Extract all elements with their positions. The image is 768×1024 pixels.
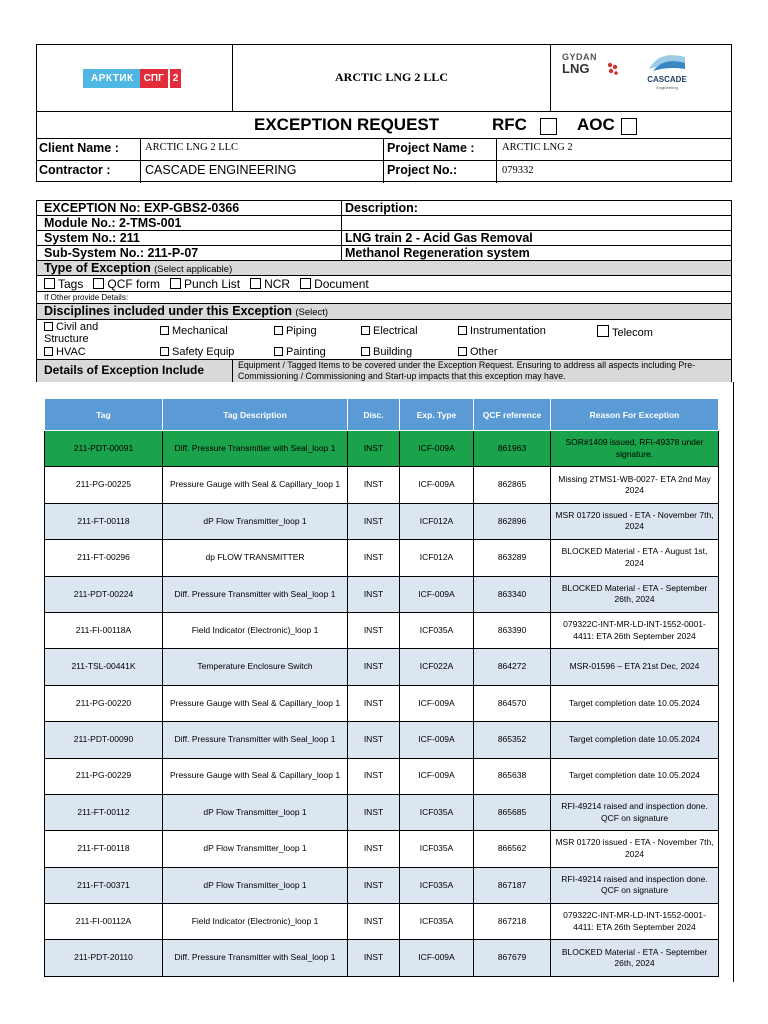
cell-tag: 211-PDT-00224	[45, 576, 163, 612]
table-row	[45, 831, 719, 867]
project-no-value: 079332	[502, 165, 534, 176]
discipline-mechanical[interactable]: Mechanical	[160, 325, 228, 337]
table-row	[45, 467, 719, 503]
cell-qcf-reference: 867679	[474, 940, 551, 976]
cascade-logo: CASCADE Engineering	[637, 51, 697, 97]
cell-disc: INST	[348, 758, 400, 794]
cell-qcf-reference: 863340	[474, 576, 551, 612]
cell-exp-type: ICF035A	[400, 612, 474, 648]
cell-disc: INST	[348, 503, 400, 539]
subsystem-number: Sub-System No.: 211-P-07	[44, 246, 199, 260]
cell-disc: INST	[348, 722, 400, 758]
type-option-document[interactable]: Document	[300, 277, 369, 291]
cell-tag: 211-FI-00112A	[45, 904, 163, 940]
exception-number: EXCEPTION No: EXP-GBS2-0366	[44, 201, 240, 215]
cell-reason: BLOCKED Material - ETA - September 26th, 2024	[551, 940, 719, 976]
table-row	[45, 758, 719, 794]
safety-equip-checkbox[interactable]	[160, 347, 169, 356]
col-header-tag-description: Tag Description	[163, 399, 348, 431]
description-line-2: Methanol Regeneration system	[345, 246, 530, 260]
cell-qcf-reference: 862896	[474, 503, 551, 539]
cell-disc: INST	[348, 867, 400, 903]
cell-disc: INST	[348, 794, 400, 830]
type-option-qcf-form[interactable]: QCF form	[93, 277, 160, 291]
cell-tag: 211-PDT-00091	[45, 431, 163, 467]
aoc-label: AOC	[577, 115, 615, 134]
cell-disc: INST	[348, 831, 400, 867]
aoc-checkbox[interactable]	[621, 118, 637, 135]
document-title: EXCEPTION REQUEST	[254, 115, 440, 134]
type-option-punch-list[interactable]: Punch List	[170, 277, 240, 291]
painting-checkbox[interactable]	[274, 347, 283, 356]
cell-reason: SOR#1409 issued, RFI-49378 under signature.	[551, 431, 719, 467]
discipline-safety-equip[interactable]: Safety Equip	[160, 346, 234, 358]
company-name: ARCTIC LNG 2 LLC	[334, 70, 448, 84]
cell-disc: INST	[348, 685, 400, 721]
cell-tag-description: Diff. Pressure Transmitter with Seal_loop 1	[163, 722, 348, 758]
cell-reason: MSR-01596 – ETA 21st Dec, 2024	[551, 649, 719, 685]
cell-tag-description: dP Flow Transmitter_loop 1	[163, 503, 348, 539]
table-row	[45, 722, 719, 758]
table-row	[45, 576, 719, 612]
cell-exp-type: ICF035A	[400, 831, 474, 867]
type-option-tags[interactable]: Tags	[44, 277, 83, 291]
cell-tag-description: Diff. Pressure Transmitter with Seal_loop 1	[163, 431, 348, 467]
cell-tag: 211-FT-00118	[45, 831, 163, 867]
document-header	[36, 44, 732, 182]
col-header-qcf-reference: QCF reference	[474, 399, 551, 431]
cell-reason: Target completion date 10.05.2024	[551, 685, 719, 721]
table-row	[45, 685, 719, 721]
tag-table	[44, 398, 719, 977]
cell-disc: INST	[348, 540, 400, 576]
cell-tag-description: Diff. Pressure Transmitter with Seal_loop 1	[163, 940, 348, 976]
table-row	[45, 540, 719, 576]
cell-disc: INST	[348, 904, 400, 940]
discipline-building[interactable]: Building	[361, 346, 412, 358]
cell-exp-type: ICF012A	[400, 540, 474, 576]
table-row	[45, 503, 719, 539]
cell-reason: 079322C-INT-MR-LD-INT-1552-0001-4411: ETA 26th September 2024	[551, 612, 719, 648]
cell-tag: 211-PG-00225	[45, 467, 163, 503]
cell-exp-type: ICF-009A	[400, 467, 474, 503]
cell-exp-type: ICF012A	[400, 503, 474, 539]
module-number: Module No.: 2-TMS-001	[44, 216, 182, 230]
cell-tag: 211-FT-00371	[45, 867, 163, 903]
cell-tag-description: Field Indicator (Electronic)_loop 1	[163, 904, 348, 940]
description-line-1: LNG train 2 - Acid Gas Removal	[345, 231, 533, 245]
exception-details	[36, 200, 732, 382]
cell-tag-description: Temperature Enclosure Switch	[163, 649, 348, 685]
civil-checkbox[interactable]	[44, 322, 53, 331]
cell-qcf-reference: 865685	[474, 794, 551, 830]
cell-exp-type: ICF-009A	[400, 685, 474, 721]
details-of-exception-text: Equipment / Tagged Items to be covered under the Exception Request. Ensuring to address all aspects including Pre-Commissioning / Commissioning and Start-up impacts that this exception may have.	[238, 360, 696, 381]
cell-tag-description: dp FLOW TRANSMITTER	[163, 540, 348, 576]
gydan-lng-logo: GYDAN LNG	[562, 53, 628, 79]
electrical-checkbox[interactable]	[361, 326, 370, 335]
table-header-row	[45, 399, 719, 431]
piping-checkbox[interactable]	[274, 326, 283, 335]
other-checkbox[interactable]	[458, 347, 467, 356]
client-name-value: ARCTIC LNG 2 LLC	[145, 142, 239, 153]
rfc-checkbox[interactable]	[540, 118, 557, 135]
contractor-value: CASCADE ENGINEERING	[145, 163, 297, 177]
cell-tag-description: Pressure Gauge with Seal & Capillary_loop 1	[163, 758, 348, 794]
cell-exp-type: ICF-009A	[400, 758, 474, 794]
cell-reason: BLOCKED Material - ETA - August 1st, 2024	[551, 540, 719, 576]
cell-qcf-reference: 865352	[474, 722, 551, 758]
discipline-hvac[interactable]: HVAC	[44, 346, 86, 358]
cell-exp-type: ICF-009A	[400, 576, 474, 612]
cell-disc: INST	[348, 467, 400, 503]
cell-disc: INST	[348, 649, 400, 685]
cell-qcf-reference: 867187	[474, 867, 551, 903]
other-details-label: If Other provide Details:	[44, 293, 129, 302]
cell-tag-description: Pressure Gauge with Seal & Capillary_loop 1	[163, 467, 348, 503]
cell-tag-description: Diff. Pressure Transmitter with Seal_loop 1	[163, 576, 348, 612]
discipline-other[interactable]: Other	[458, 346, 498, 358]
project-name-label: Project Name :	[387, 141, 475, 155]
cell-exp-type: ICF-009A	[400, 722, 474, 758]
table-row	[45, 612, 719, 648]
page-border	[733, 382, 734, 982]
punch-list-checkbox[interactable]	[170, 278, 181, 289]
client-name-label: Client Name :	[39, 141, 119, 155]
cell-reason: Missing 2TMS1-WB-0027- ETA 2nd May 2024	[551, 467, 719, 503]
cell-tag-description: Pressure Gauge with Seal & Capillary_loop 1	[163, 685, 348, 721]
cell-tag: 211-FI-00118A	[45, 612, 163, 648]
project-name-value: ARCTIC LNG 2	[502, 142, 573, 153]
discipline-piping[interactable]: Piping	[274, 325, 317, 337]
cell-tag: 211-FT-00112	[45, 794, 163, 830]
cell-reason: Target completion date 10.05.2024	[551, 758, 719, 794]
table-row	[45, 794, 719, 830]
project-no-label: Project No.:	[387, 163, 458, 177]
cell-qcf-reference: 861963	[474, 431, 551, 467]
discipline-instrumentation[interactable]: Instrumentation	[458, 325, 546, 337]
cell-tag: 211-FT-00296	[45, 540, 163, 576]
cell-tag: 211-PDT-20110	[45, 940, 163, 976]
cell-qcf-reference: 865638	[474, 758, 551, 794]
system-number: System No.: 211	[44, 231, 140, 245]
col-header-exp-type: Exp. Type	[400, 399, 474, 431]
cell-qcf-reference: 863390	[474, 612, 551, 648]
telecom-checkbox[interactable]	[597, 325, 609, 337]
cascade-waves-icon	[647, 51, 687, 73]
cell-tag: 211-FT-00118	[45, 503, 163, 539]
cell-reason: 079322C-INT-MR-LD-INT-1552-0001-4411: ETA 26th September 2024	[551, 904, 719, 940]
cell-tag: 211-TSL-00441K	[45, 649, 163, 685]
cell-exp-type: ICF035A	[400, 794, 474, 830]
contractor-label: Contractor :	[39, 163, 111, 177]
discipline-electrical[interactable]: Electrical	[361, 325, 418, 337]
cell-disc: INST	[348, 576, 400, 612]
type-option-ncr[interactable]: NCR	[250, 277, 290, 291]
discipline-civil[interactable]: Civil and Structure	[44, 321, 99, 345]
cell-tag-description: dP Flow Transmitter_loop 1	[163, 867, 348, 903]
building-checkbox[interactable]	[361, 347, 370, 356]
disciplines-heading: Disciplines included under this Exception (Select)	[44, 304, 329, 318]
cell-qcf-reference: 862865	[474, 467, 551, 503]
qcf-form-checkbox[interactable]	[93, 278, 104, 289]
col-header-tag: Tag	[45, 399, 163, 431]
description-label: Description:	[345, 201, 418, 215]
table-row	[45, 904, 719, 940]
col-header-reason: Reason For Exception	[551, 399, 719, 431]
arktik-spg2-logo: АРКТИК СПГ 2	[83, 69, 181, 88]
discipline-telecom[interactable]: Telecom	[597, 325, 653, 339]
cell-disc: INST	[348, 431, 400, 467]
instrumentation-checkbox[interactable]	[458, 326, 467, 335]
cell-exp-type: ICF035A	[400, 904, 474, 940]
cell-tag: 211-PG-00229	[45, 758, 163, 794]
cell-qcf-reference: 864272	[474, 649, 551, 685]
document-checkbox[interactable]	[300, 278, 311, 289]
tags-checkbox[interactable]	[44, 278, 55, 289]
ncr-checkbox[interactable]	[250, 278, 261, 289]
cell-exp-type: ICF-009A	[400, 431, 474, 467]
cell-qcf-reference: 867218	[474, 904, 551, 940]
cell-tag: 211-PDT-00090	[45, 722, 163, 758]
table-row	[45, 649, 719, 685]
exception-type-options	[44, 277, 369, 291]
details-of-exception-label: Details of Exception Include	[44, 363, 205, 377]
gydan-dots-icon	[606, 61, 620, 77]
cell-qcf-reference: 866562	[474, 831, 551, 867]
cell-qcf-reference: 864570	[474, 685, 551, 721]
rfc-label: RFC	[492, 115, 527, 134]
table-row	[45, 940, 719, 976]
type-of-exception-heading: Type of Exception (Select applicable)	[44, 261, 233, 275]
cell-reason: BLOCKED Material - ETA - September 26th, 2024	[551, 576, 719, 612]
mechanical-checkbox[interactable]	[160, 326, 169, 335]
cell-reason: RFI-49214 raised and inspection done. QCF on signature	[551, 867, 719, 903]
cell-qcf-reference: 863289	[474, 540, 551, 576]
col-header-disc: Disc.	[348, 399, 400, 431]
cell-tag-description: Field Indicator (Electronic)_loop 1	[163, 612, 348, 648]
cell-reason: Target completion date 10.05.2024	[551, 722, 719, 758]
cell-exp-type: ICF-009A	[400, 940, 474, 976]
cell-tag-description: dP Flow Transmitter_loop 1	[163, 831, 348, 867]
cell-tag-description: dP Flow Transmitter_loop 1	[163, 794, 348, 830]
cell-disc: INST	[348, 612, 400, 648]
cell-exp-type: ICF022A	[400, 649, 474, 685]
hvac-checkbox[interactable]	[44, 347, 53, 356]
cell-disc: INST	[348, 940, 400, 976]
discipline-painting[interactable]: Painting	[274, 346, 326, 358]
cell-reason: MSR 01720 issued - ETA - November 7th, 2024	[551, 831, 719, 867]
cell-reason: RFI-49214 raised and inspection done. QCF on signature	[551, 794, 719, 830]
cell-reason: MSR 01720 issued - ETA - November 7th, 2024	[551, 503, 719, 539]
cell-exp-type: ICF035A	[400, 867, 474, 903]
table-row	[45, 431, 719, 467]
table-row	[45, 867, 719, 903]
cell-tag: 211-PG-00220	[45, 685, 163, 721]
